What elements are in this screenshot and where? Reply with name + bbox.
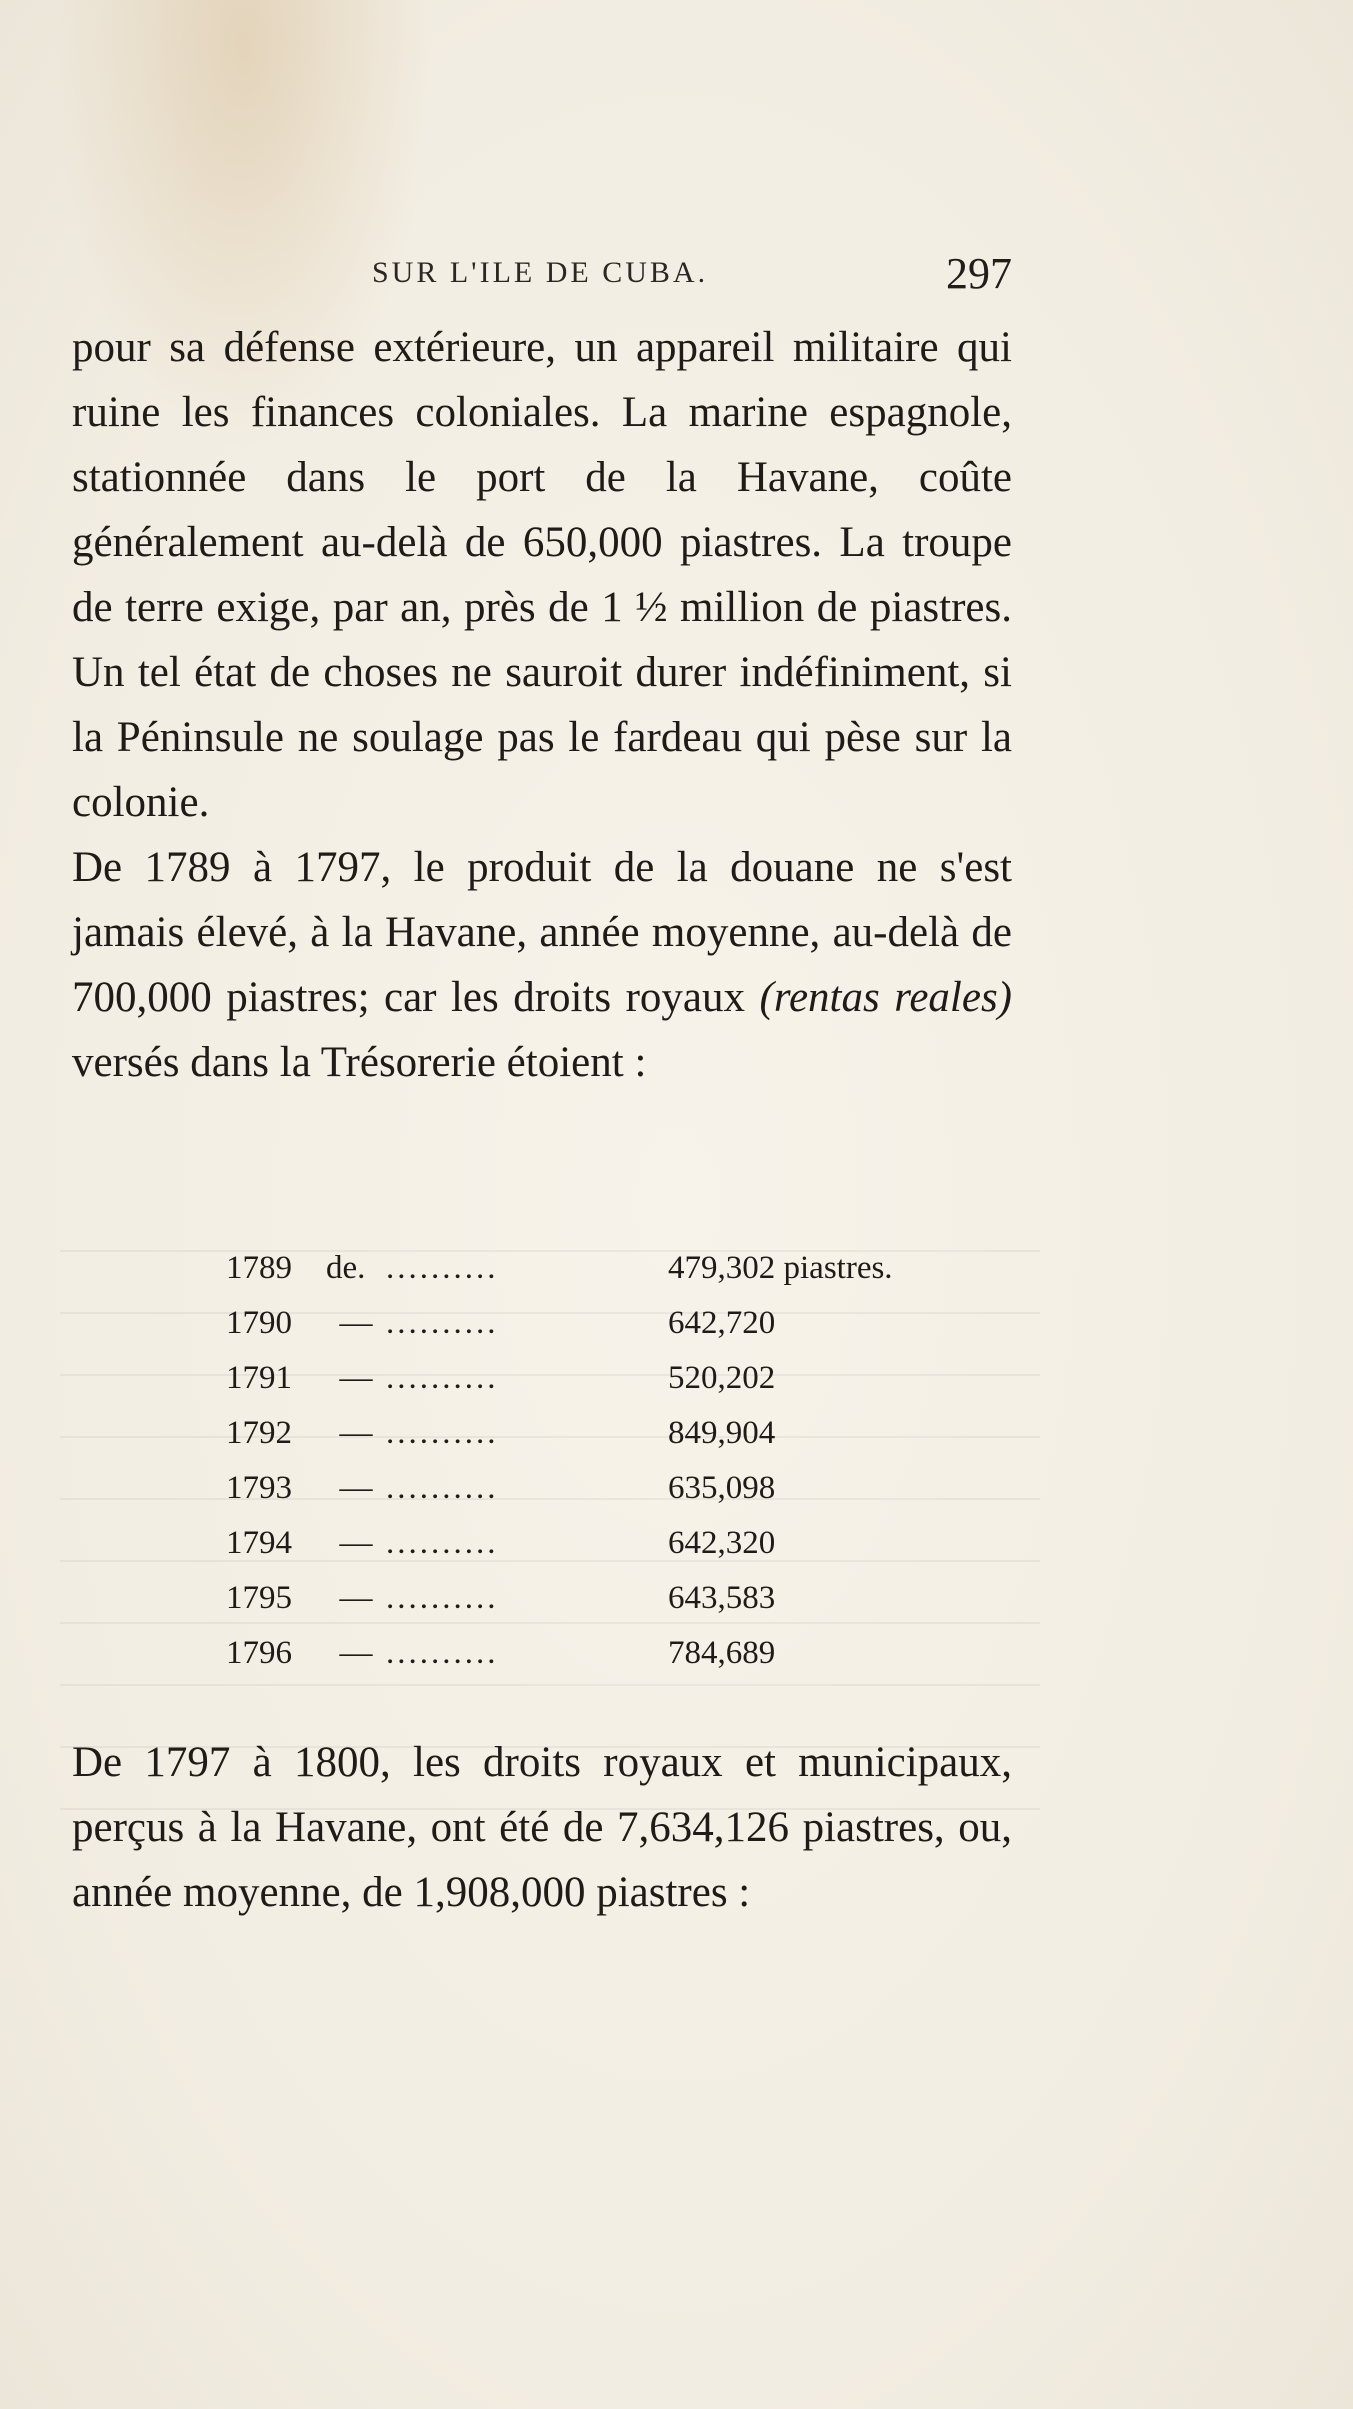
row-amount-unit: piastres.	[783, 1250, 893, 1286]
row-amount	[668, 1250, 968, 1287]
paragraph-2-start: De 1789 à 1797, le produit de la douane ne s'est jamais élevé, à la Havane, année moyenne, au-delà de 700,000 piastres; car les droits royaux	[72, 844, 1012, 1021]
table-row	[226, 1470, 986, 1525]
row-amount: 520,202	[668, 1360, 776, 1396]
row-leader-dots: ..........	[386, 1580, 499, 1616]
paragraph-3: De 1797 à 1800, les droits royaux et municipaux, perçus à la Havane, ont été de 7,634,126 piastres, ou, année moyenne, de 1,908,000 piastres :	[72, 1739, 1012, 1916]
row-year: 1789	[226, 1250, 292, 1286]
row-leader-dots: ..........	[386, 1525, 499, 1561]
row-leader-dots: ..........	[386, 1415, 499, 1451]
row-leader-dots: ..........	[386, 1250, 499, 1286]
paragraph-1: pour sa défense extérieure, un appareil militaire qui ruine les finances coloniales. La marine espagnole, stationnée dans le port de la Havane, coûte généralement au-delà de 650,000 piastres. La troupe de terre exige, par an, près de 1 ½ million de piastres. Un tel état de choses ne sauroit durer indéfiniment, si la Péninsule ne soulage pas le fardeau qui pèse sur la colonie.	[72, 324, 1012, 826]
row-year: 1793	[226, 1470, 292, 1506]
revenue-table	[226, 1250, 986, 1690]
table-row	[226, 1250, 986, 1305]
row-year: 1790	[226, 1305, 292, 1341]
row-amount: 849,904	[668, 1415, 776, 1451]
paragraph-2-italic: (rentas reales)	[759, 974, 1013, 1021]
row-leader-dots: ..........	[386, 1360, 499, 1396]
row-year: 1796	[226, 1635, 292, 1671]
row-year: 1792	[226, 1415, 292, 1451]
row-amount-value: 479,302	[668, 1250, 776, 1286]
row-year: 1795	[226, 1580, 292, 1616]
row-year: 1794	[226, 1525, 292, 1561]
row-separator: —	[339, 1360, 373, 1396]
closing-text	[72, 1730, 1012, 1925]
row-separator: —	[339, 1635, 373, 1671]
row-amount: 642,320	[668, 1525, 776, 1561]
row-leader-dots: ..........	[386, 1305, 499, 1341]
table-row	[226, 1415, 986, 1470]
body-text	[72, 315, 1012, 1095]
row-separator: de.	[326, 1250, 366, 1286]
row-amount: 643,583	[668, 1580, 776, 1616]
row-leader-dots: ..........	[386, 1635, 499, 1671]
row-amount: 784,689	[668, 1635, 776, 1671]
row-separator: —	[339, 1305, 373, 1341]
row-separator: —	[339, 1580, 373, 1616]
table-row	[226, 1580, 986, 1635]
table-row	[226, 1360, 986, 1415]
paragraph-2-end: versés dans la Trésorerie étoient :	[72, 1039, 647, 1086]
row-separator: —	[339, 1415, 373, 1451]
row-leader-dots: ..........	[386, 1470, 499, 1506]
row-amount: 642,720	[668, 1305, 776, 1341]
row-amount: 635,098	[668, 1470, 776, 1506]
page-number: 297	[946, 249, 1012, 298]
running-title: SUR L'ILE DE CUBA.	[372, 256, 709, 289]
table-row	[226, 1525, 986, 1580]
table-row	[226, 1635, 986, 1690]
row-separator: —	[339, 1525, 373, 1561]
row-year: 1791	[226, 1360, 292, 1396]
table-row	[226, 1305, 986, 1360]
page-header	[72, 248, 1012, 308]
paragraph-2	[72, 835, 1012, 1095]
row-separator: —	[339, 1470, 373, 1506]
